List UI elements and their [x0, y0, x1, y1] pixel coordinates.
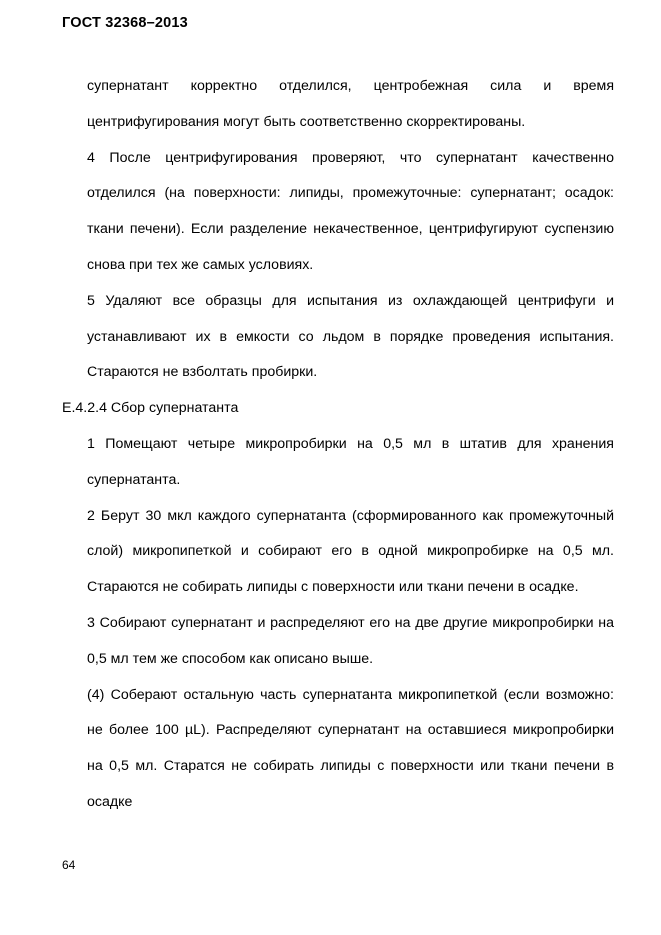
- paragraph-step-4: 4 После центрифугирования проверяют, что супернатант качественно отделился (на поверхности: липиды, промежуточные: супернатант; осадок: ткани печени). Если разделение некачественное, центрифугируют суспензию снова при тех же самых условиях.: [87, 149, 614, 273]
- paragraph-collect-3: 3 Собирают супернатант и распределяют его на две другие микропробирки на 0,5 мл тем же способом как описано выше.: [87, 614, 614, 667]
- section-heading: Е.4.2.4 Сбор супернатанта: [62, 400, 239, 417]
- paragraph-collect-1: 1 Помещают четыре микропробирки на 0,5 мл в штатив для хранения супернатанта.: [87, 435, 614, 488]
- paragraph-collect-2: 2 Берут 30 мкл каждого супернатанта (сформированного как промежуточный слой) микропипеткой и собирают его в одной микропробирке на 0,5 мл. Стараются не собирать липиды с поверхности или ткани печени в осадке.: [87, 507, 614, 596]
- page-number: 64: [62, 858, 76, 872]
- document-header: ГОСТ 32368–2013: [62, 15, 188, 31]
- paragraph-collect-4: (4) Соберают остальную часть супернатанта микропипеткой (если возможно: не более 100 µL). Распределяют супернатант на оставшиеся микропробирки на 0,5 мл. Старатся не собирать липиды с поверхности или ткани печени в осадке: [87, 686, 614, 810]
- document-body: [62, 69, 614, 821]
- paragraph-step-5: 5 Удаляют все образцы для испытания из охлаждающей центрифуги и устанавливают их в емкости со льдом в порядке проведения испытания. Стараются не взболтать пробирки.: [87, 292, 614, 381]
- paragraph-continuation: супернатант корректно отделился, центробежная сила и время центрифугирования могут быть соответственно скорректированы.: [87, 78, 614, 130]
